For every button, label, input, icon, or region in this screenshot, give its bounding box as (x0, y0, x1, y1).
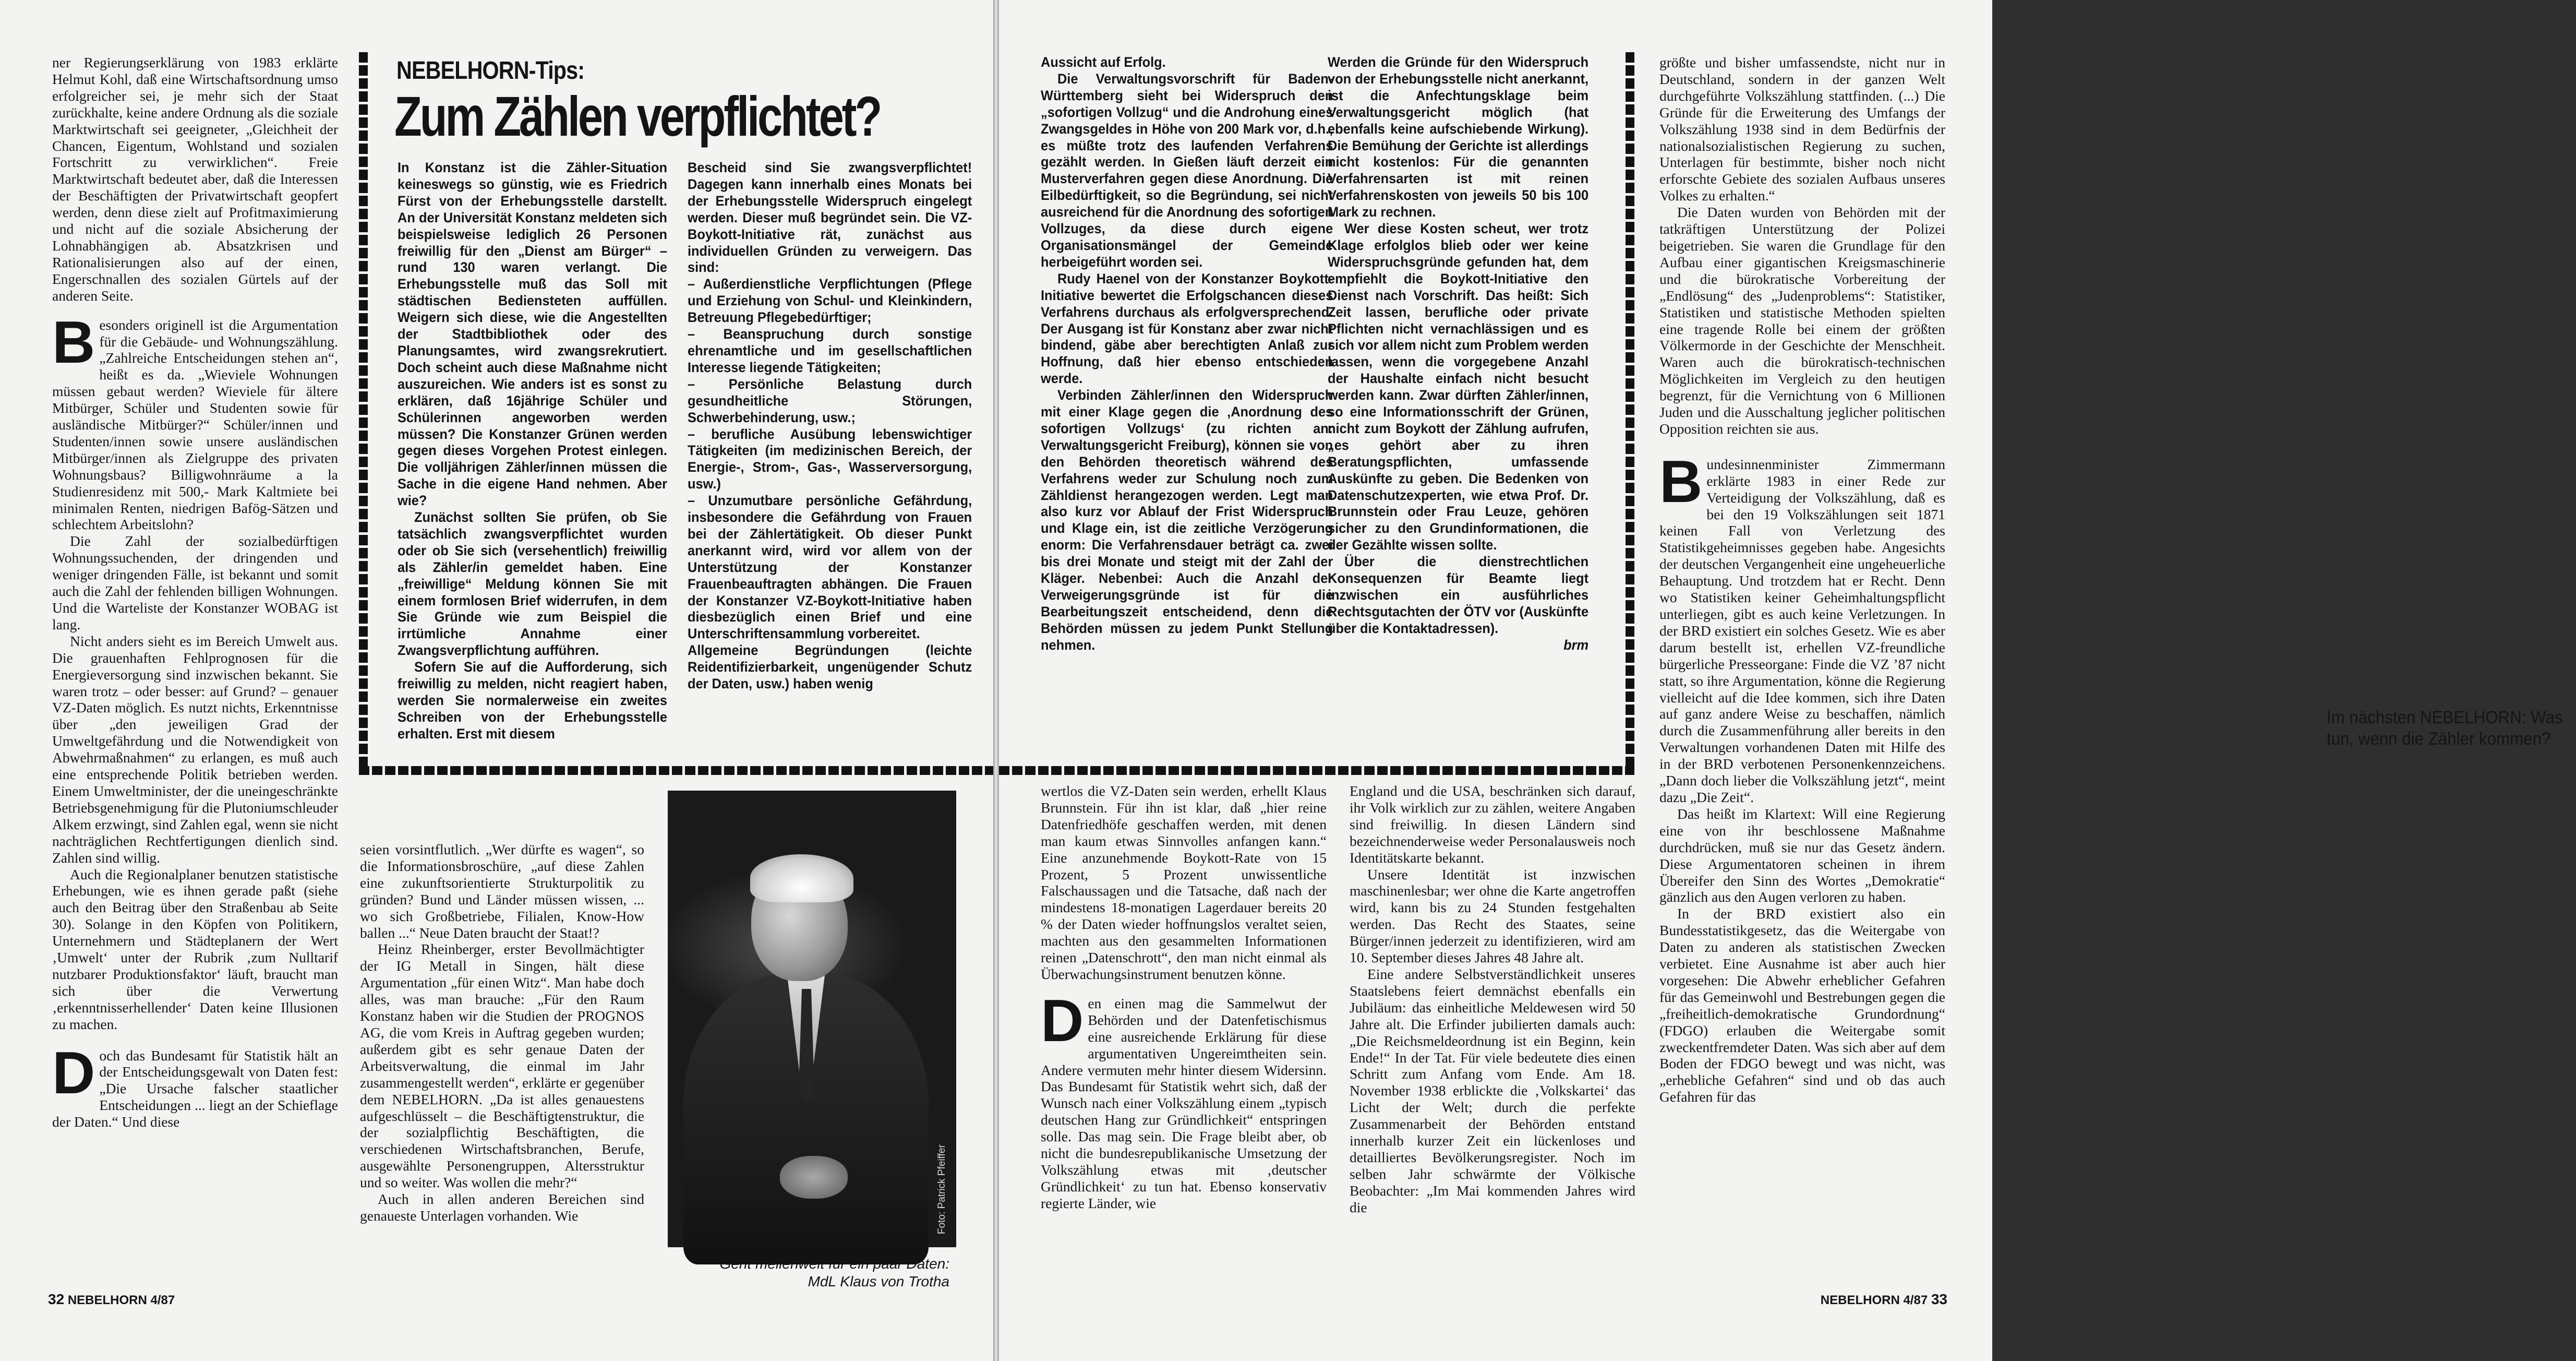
paragraph: England und die USA, beschränken sich darauf, ihr Volk wirklich zur zu zählen, weitere Angaben sind freiwillig. In diesen Ländern sind bezeichnenderweise weder Personalausweis noch Identitätskarte bekannt. (1350, 783, 1635, 866)
paragraph: Besonders originell ist die Argumentation für die Gebäude- und Wohnungszählung. „Zahlreiche Entscheidungen stehen an“, heißt es da. „Wieviele Wohnungen müssen gebaut werden? Wieviele für ältere Mitbürger, Schüler und Studenten sowie für ausländische Mitbürger?“ Schüler/innen und Studenten/innen sowie unsere ausländischen Mitbürger/innen als Zielgruppe des privaten Wohnungsbaus? Billigwohnräume a la Studienresidenz mit 500,- Mark Kaltmiete bei minimalen Renten, niedrigen Bafög-Sätzen und schlechtem Arbeitslohn? (52, 309, 338, 533)
paragraph: wertlos die VZ-Daten sein werden, erhellt Klaus Brunnstein. Für ihn ist klar, daß „hier reine Datenfriedhöfe geschaffen werden, mit denen man kaum etwas Sinnvolles anfangen kann.“ Eine anzunehmende Boykott-Rate von 15 Prozent, 5 Prozent unwissentliche Falschaussagen und die Tatsache, daß nach der mindestens 18-monatigen Lagerdauer bereits 20 % der Daten wieder hoffnungslos veraltet seien, machten aus den gesammelten Informationen reinen „Datenschrott“, den man nicht einmal als Überwachungsinstrument benutzen könne. (1041, 783, 1327, 982)
paragraph: Auch in allen anderen Bereichen sind genaueste Unterlagen vorhanden. Wie (360, 1191, 644, 1224)
left-lower-column (360, 841, 644, 1285)
paragraph: Aussicht auf Erfolg. (1041, 54, 1166, 70)
paragraph: Allgemeine Begründungen (leichte Reidentifizierbarkeit, ungenügender Schutz der Daten, usw.) haben wenig (688, 642, 972, 692)
paragraph: Die Zahl der sozialbedürftigen Wohnungssuchenden, der dringenden und weniger dringenden Fälle, ist bekannt und somit auch die Zahl der fehlenden billigen Wohnungen. Und die Warteliste der Konstanzer WOBAG ist lang. (52, 533, 338, 632)
paragraph: Sofern Sie auf die Aufforderung, sich freiwillig zu melden, nicht reagiert haben, werden Sie normalerweise ein zweites Schreiben von der Erhebungsstelle erhalten. Erst mit diesem (398, 659, 667, 742)
paragraph: Werden die Gründe für den Widerspruch von der Erhebungsstelle nicht anerkannt, ist die Anfechtungsklage beim Verwaltungsgericht möglich (hat ebenfalls keine aufschiebende Wirkung). Die Bemühung der Gerichte ist allerdings nicht kostenlos: Für die genannten Verfahrensarten ist mit reinen Verfahrenskosten von jeweils 50 bis 100 Mark zu rechnen. (1328, 54, 1589, 220)
paragraph: Den einen mag die Sammelwut der Behörden und der Datenfetischismus eine ausreichende Erklärung für diese argumentativen Ungereimtheiten sein. Andere vermuten mehr hinter diesem Widersinn. Das Bundesamt für Statistik wehrt sich, daß der Wunsch nach einer Volkszählung einem „typisch deutschen Hang zur Gründlichkeit“ entspringen solle. Das mag sein. Die Frage bleibt aber, ob nicht die bundesrepublikanische Umsetzung der Volkszählung etwas mit ‚deutscher Gründlichkeit‘ zu tun hat. Ebenso konservativ regierte Länder, wie (1041, 987, 1327, 1211)
drop-cap: B (1659, 448, 1703, 515)
tips-column-4 (1328, 54, 1588, 686)
list-item: – Persönliche Belastung durch gesundheitliche Störungen, Schwerbehinderung, usw.; (688, 376, 972, 425)
center-gutter (993, 0, 999, 1361)
paragraph: Unsere Identität ist inzwischen maschinenlesbar; wer ohne die Karte angetroffen wird, kann bis zu 24 Stunden festgehalten werden. Das Recht des Staates, seine Bürger/innen jederzeit zu identifizieren, wird am 10. September dieses Jahres 48 Jahre alt. (1350, 866, 1635, 966)
paragraph: Heinz Rheinberger, erster Bevollmächtigter der IG Metall in Singen, hält diese Argumentation „für einen Witz“. Man habe doch alles, was man brauche: „Für den Raum Konstanz haben wir die Studien der PROGNOS AG, die vom Kreis in Auftrag gegeben wurden; außerdem gibt es sehr genaue Daten der Arbeitsverwaltung, die einmal im Jahr zusammengestellt werden“, erklärte er gegenüber dem NEBELHORN. „Da ist alles genauestens aufgeschlüsselt – die Beschäftigtenstruktur, die der sozialpflichtig Beschäftigten, die verschiedenen Wirtschaftsbranchen, Berufe, ausgewählte Personengruppen, Altersstruktur und so weiter. Was wollen die mehr?“ (360, 941, 644, 1191)
paragraph: Nicht anders sieht es im Bereich Umwelt aus. Die grauenhaften Fehlprognosen für die Energieversorgung sind inzwischen bekannt. Sie waren trotz – oder besser: auf Grund? – genauer VZ-Daten möglich. Es nutzt nichts, Erkenntnisse über „den jeweiligen Grad der Umweltgefährdung und die Notwendigkeit von Abwehrmaßnahmen“ zu erlangen, es muß auch eine entsprechende Politik betrieben werden. Einem Umweltminister, der die uneingeschränkte Betriebsgenehmigung für die Plutoniumschleuder Alkem erzwingt, sind Zahlen egal, wenn sie nicht nachträglichen Rechtfertigungen dienlich sind. Zahlen sind willig. (52, 632, 338, 866)
list-item: – berufliche Ausübung lebenswichtiger Tätigkeiten (im medizinischen Bereich, der Energie-, Strom-, Gas-, Wasserversorgung, usw.) (688, 426, 972, 492)
tips-column-3 (1041, 54, 1333, 760)
drop-cap: D (52, 1040, 95, 1106)
box-border-bottom (359, 766, 993, 775)
tips-column-1 (398, 160, 667, 760)
page-right (999, 0, 2563, 1361)
drop-cap: D (1041, 987, 1084, 1054)
paragraph: ner Regierungserklärung von 1983 erklärte Helmut Kohl, daß eine Wirtschaftsordnung umso erfolgreicher sei, je mehr sich der Staat zurückhalte, keine andere Ordnung als die soziale Marktwirtschaft sei geeigneter, „Gleichheit der Chancen, Eigentum, Wohlstand und sozialen Fortschritt zu verwirklichen“. Freie Marktwirtschaft bedeutet aber, daß die Interessen der Beschäftigten der Privatwirtschaft geopfert werden, denn diese zielt auf Profitmaximierung und nicht auf die soziale Absicherung der Lohnabhängigen ab. Absatzkrisen und Rationalisierungen also auf der einen, Engerschnallen des sozialen Gürtels auf der anderen Seite. (52, 54, 338, 304)
page-number: 32 (48, 1291, 65, 1307)
box-border-left (359, 52, 368, 772)
paragraph: seien vorsintflutlich. „Wer dürfte es wagen“, so die Informationsbroschüre, „auf diese Zahlen eine zukunftsorientierte Strukturpolitik zu gründen? Bund und Länder müssen wissen, ... wo sich Großbetriebe, Filialen, Know-How ballen ...“ Neue Daten braucht der Staat!? (360, 841, 644, 941)
paragraph: In Konstanz ist die Zähler-Situation keineswegs so günstig, wie es Friedrich Fürst von der Erhebungsstelle darstellt. An der Universität Konstanz meldeten sich beispielsweise lediglich 26 Personen freiwillig für den „Dienst am Bürger“ – rund 130 waren verlangt. Die Erhebungsstelle muß das Soll mit städtischen Bediensteten auffüllen. Weigern sich diese, wie die Angestellten der Stadtbibliothek oder des Planungsamtes, wird zwangsrekrutiert. Doch scheint auch diese Maßnahme nicht auszureichen. Wie anders ist es sonst zu erklären, daß 16jährige Schüler und Schülerinnen angeworben werden müssen? Die Konstanzer Grünen werden gegen dieses Vorgehen Protest einlegen. Die volljährigen Zähler/innen müssen die Sache in die eigene Hand nehmen. Aber wie? (398, 160, 667, 509)
paragraph: Doch das Bundesamt für Statistik hält an der Entscheidungsgewalt von Daten fest: „Die Ursache falscher staatlicher Entscheidungen ... liegt an der Schieflage der Daten.“ Und diese (52, 1040, 338, 1130)
page-left (0, 0, 993, 1361)
paragraph: Über die dienstrechtlichen Konsequenzen für Beamte liegt inzwischen ein ausführliches Rechtsgutachten der ÖTV vor (Auskünfte über die Kontaktadressen). (1328, 554, 1589, 636)
headline: Zum Zählen verpflichtet? (394, 85, 881, 148)
box-border-bottom-right (999, 766, 1634, 775)
paragraph: Zunächst sollten Sie prüfen, ob Sie tatsächlich zwangsverpflichtet wurden oder ob Sie sich (versehentlich) freiwillig als Zähler/in gemeldet haben. Eine „freiwillige“ Meldung können Sie mit einem formlosen Brief widerrufen, in dem Sie Gründe wie zum Beispiel die irrtümliche Annahme einer Zwangsverpflichtung aufführen. (398, 509, 667, 659)
right-lower-column-2 (1350, 783, 1635, 1284)
folio-right (1821, 1291, 1947, 1308)
tips-column-2 (688, 160, 972, 760)
paragraph: Verbinden Zähler/innen den Widerspruch mit einer Klage gegen die ‚Anordnung des sofortigen Vollzugs‘ (zu richten an: Verwaltungsgericht Freiburg), können sie von den Behörden theoretisch während des Verfahrens weder zur Schulung noch zum Zähldienst herangezogen werden. Legt man also kurz vor Ablauf der Frist Widerspruch und Klage ein, ist die zeitliche Verzögerung enorm: Die Verfahrensdauer beträgt ca. zwei bis drei Monate und steigt mit der Zahl der Kläger. Nebenbei: Auch die Anzahl der Verweigerungsgründe ist für die Bearbeitungszeit entscheidend, denn die Behörden müssen zu jedem Punkt Stellung nehmen. (1041, 387, 1333, 653)
list-item: – Unzumutbare persönliche Gefährdung, insbesondere die Gefährdung von Frauen bei der Zählertätigkeit. Ob dieser Punkt anerkannt wird, wird vor allem von der Unterstützung der Konstanzer Frauenbeauftragten abhängen. Die Frauen der Konstanzer VZ-Boykott-Initiative haben diesbezüglich einen Brief und eine Unterschriftensammlung vorbereitet. (688, 493, 972, 642)
paragraph: Wer diese Kosten scheut, wer trotz Klage erfolglos blieb oder wer keine Widerspruchsgründe gefunden hat, dem empfiehlt die Boykott-Initiative den Dienst nach Vorschrift. Das heißt: Sich Zeit lassen, berufliche oder private Pflichten nicht vernachlässigen und es sich vor allem nicht zum Problem werden lassen, wenn die vorgegebene Anzahl der Haushalte einfach nicht besucht werden kann. Zwar dürften Zähler/innen, so eine Informationsschrift der Grünen, nicht zum Boykott der Zählung aufrufen, „es gehört aber zu ihren Beratungspflichten, umfassende Auskünfte zu geben. Die Bedenken von Datenschutzexperten, wie etwa Prof. Dr. Brunnstein oder Frau Leuze, gehören sicher zu den Grundinformationen, die der Gezählte wissen sollte. (1328, 221, 1589, 553)
right-lower-column-1 (1041, 783, 1327, 1284)
kicker: NEBELHORN-Tips: (396, 57, 585, 85)
photo-caption: Geht meilenweit für ein paar Daten: MdL Klaus von Trotha (719, 1256, 949, 1290)
issue-label: NEBELHORN 4/87 (1820, 1293, 1928, 1307)
paragraph: Eine andere Selbstverständlichkeit unseres Staatslebens feiert demnächst ebenfalls ein Jubiläum: das einheitliche Meldewesen wird 50 Jahre alt. Die Erfinder jubilierten damals auch: „Die Reichsmeldeordnung ist ein Beginn, kein Ende!“ In der Tat. Für viele bedeutete dies einen Schritt zum Anfang vom Ende. Am 18. November 1938 erblickte die ‚Volkskartei‘ das Licht der Welt; durch die perfekte Zusammenarbeit der Behörden entstand innerhalb kurzer Zeit ein lückenloses und detailliertes Bevölkerungsregister. Noch im selben Jahr schwärmte der Völkische Beobachter: „Im Mai kommenden Jahres wird die (1350, 965, 1635, 1215)
paragraph: Auch die Regionalplaner benutzen statistische Erhebungen, wie es ihnen gerade paßt (siehe auch den Beitrag über den Straßenbau ab Seite 30). Solange in den Köpfen von Politikern, Unternehmern und Städteplanern der Wert ‚Umwelt‘ unter der Rubrik ‚zum Nulltarif nutzbarer Produktionsfaktor‘ läuft, braucht man sich über die Verwertung ‚erkenntnisserhellender‘ Daten keine Illusionen zu machen. (52, 866, 338, 1032)
issue-label: NEBELHORN 4/87 (67, 1293, 175, 1307)
list-item: – Außerdienstliche Verpflichtungen (Pflege und Erziehung von Schul- und Kleinkindern, Betreuung Pflegebedürftiger; (688, 276, 972, 326)
page-number: 33 (1931, 1291, 1947, 1307)
paragraph: In der BRD existiert also ein Bundesstatistikgesetz, das die Weitergabe von Daten zu anderen als statistischen Zwecken verbietet. Eine Ausnahme ist aber auch hier vorgesehen: Die Abwehr erheblicher Gefahren für das Gemeinwohl und Bestrebungen gegen die „freiheitlich-demokratische Grundordnung“ (FDGO) erlauben die Weitergabe somit zweckentfremdeter Daten. Was sich aber auf dem Boden der FDGO bewegt und was nicht, was „erhebliche Gefahren“ sind und ob das auch Gefahren für das (1659, 905, 1945, 1105)
author-signature: brm (1563, 637, 1589, 653)
list-item: – Beanspruchung durch sonstige ehrenamtliche und im gesellschaftlichen Interesse liegende Tätigkeiten; (688, 326, 972, 375)
folio-left (48, 1291, 175, 1308)
paragraph: Rudy Haenel von der Konstanzer Boykott-Initiative bewertet die Erfolgschancen dieses Verfahrens durchaus als erfolgversprechend. Der Ausgang ist für Konstanz aber zwar nicht bindend, gäbe aber berechtigten Anlaß zur Hoffnung, daß hier ebenso entschieden werde. (1041, 270, 1333, 387)
drop-cap: B (52, 309, 95, 376)
paragraph: größte und bisher umfassendste, nicht nur in Deutschland, sondern in der ganzen Welt durchgeführte Volkszählung stattfinden. (...) Die Gründe für die Erweiterung des Umfangs der Volkszählung 1938 sind in dem Bedürfnis der nationalsozialistischen Regierung zu suchen, Unterlagen für bestimmte, bisher noch nicht erforschte Gebiete des sozialen Aufbaus unseres Volkes zu erhalten.“ (1659, 54, 1945, 204)
next-issue-teaser: Im nächsten NEBELHORN: Was tun, wenn die Zähler kommen? (2327, 708, 2563, 749)
photo-credit: Foto: Patrick Pfeiffer (936, 1144, 947, 1234)
paragraph: Die Daten wurden von Behörden mit der tatkräftigen Unterstützung der Polizei beigetrieben. Sie waren die Grundlage für den Aufbau einer gigantischen Kreigsmaschinerie und die bürokratische Vorbereitung der „Endlösung“ des „Judenproblems“: Statistiker, Statistiken und statistische Methoden spielten eine tragende Rolle bei einem der größten Völkermorde in der Geschichte der Menschheit. Waren auch die bürokratisch-technischen Möglichkeiten im Vergleich zu den heutigen begrenzt, für die Vernichtung von 6 Millionen Juden und die Ausschaltung jeglicher politischen Opposition reichten sie aus. (1659, 204, 1945, 437)
paragraph: Bundesinnenminister Zimmermann erklärte 1983 in einer Rede zur Verteidigung der Volkszählung, daß es bei den 19 Volkszählungen seit 1871 keinen Fall von Verletzung des Statistikgeheimnisses gegeben habe. Angesichts der deutschen Vergangenheit eine ungeheuerliche Behauptung. Und trotzdem hat er Recht. Denn wo Statistiken keiner Geheimhaltungspflicht unterliegen, gibt es auch keine Verletzungen. In der BRD existiert ein solches Gesetz. Wie es aber darum bestellt ist, erhellen VZ-freundliche bürgerliche Presseorgane: Finde die VZ ’87 nicht statt, so ihre Argumentation, könne die Regierung vielleicht auf die Idee kommen, sich ihre Daten auf ganz andere Weise zu beschaffen, nämlich durch die Zusammenführung aller bereits in den Verwaltungen vorhandenen Daten mit Hilfe des in der BRD verbotenen Personenkennzeichens. „Dann doch lieber die Volkszählung jetzt“, meint dazu „Die Zeit“. (1659, 448, 1945, 805)
paragraph: Bescheid sind Sie zwangsverpflichtet! Dagegen kann innerhalb eines Monats bei der Erhebungsstelle Widerspruch eingelegt werden. Dieser muß begründet sein. Die VZ-Boykott-Initiative rät, zunächst aus individuellen Gründen zu verweigern. Das sind: (688, 160, 972, 276)
right-column-3 (1659, 54, 1945, 1275)
left-column-1 (52, 54, 338, 1275)
paragraph: Das heißt im Klartext: Will eine Regierung eine von ihr beschlossene Maßnahme durchdrücken, muß sie nur das Gesetz ändern. Diese Argumentatoren scheinen in ihrem Übereifer den Sinn des Wortes „Demokratie“ gänzlich aus den Augen verloren zu haben. (1659, 805, 1945, 905)
paragraph: Die Verwaltungsvorschrift für Baden-Württemberg sieht bei Widerspruch den „sofortigen Vollzug“ und die Androhung eines Zwangsgeldes in Höhe von 200 Mark vor, d.h., es müßte trotz des laufenden Verfahrens gezählt werden. In Gießen läuft derzeit ein Musterverfahren gegen diese Anordnung. Die Eilbedürftigkeit, so die Begründung, sei nicht ausreichend für die Anordnung des sofortigen Vollzuges, da diese durch eigene Organisationsmängel der Gemeinde herbeigeführt worden sei. (1041, 70, 1333, 270)
portrait-photo (668, 791, 956, 1247)
box-border-right (1626, 52, 1634, 772)
